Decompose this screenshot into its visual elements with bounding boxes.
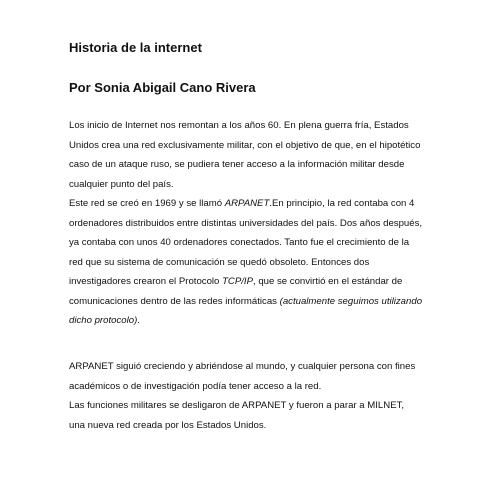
paragraph-block-1 — [69, 116, 439, 331]
text-segment: Este red se creó en 1969 y se llamó — [69, 198, 225, 209]
arpanet-term: ARPANET — [224, 198, 270, 209]
text-line: cualquier punto del país. — [69, 178, 174, 190]
text-line: red que su sistema de comunicación se quedó obsoleto. Entonces dos — [69, 256, 370, 268]
italic-note: dicho protocolo) — [69, 315, 138, 326]
text-segment: , que se convirtió en el estándar de — [252, 276, 403, 287]
text-segment: comunicaciones dentro de las redes informáticas — [69, 295, 280, 307]
text-line — [69, 272, 439, 292]
document-title: Historia de la internet — [69, 40, 202, 55]
italic-note: (actualmente seguimos utilizando — [279, 295, 423, 307]
text-segment: .En principio, la red contaba con 4 — [269, 198, 415, 209]
text-line — [69, 194, 439, 214]
text-line: Las funciones militares se desligaron de ARPANET y fueron a parar a MILNET, — [69, 400, 405, 411]
text-line: ya contaba con unos 40 ordenadores conectados. Tanto fue el crecimiento de la — [69, 237, 410, 248]
text-line: ordenadores distribuidos entre distintas universidades del país. Dos años después, — [69, 217, 423, 229]
text-line: Los inicio de Internet nos remontan a los años 60. En plena guerra fría, Estados — [69, 120, 409, 131]
text-line — [69, 292, 439, 312]
text-line: académicos o de investigación podía tener acceso a la red. — [69, 380, 322, 392]
text-segment: . — [137, 315, 140, 326]
text-line: una nueva red creada por los Estados Unidos. — [69, 419, 267, 431]
paragraph-block-2 — [69, 357, 439, 435]
text-line: caso de un ataque ruso, se pudiera tener acceso a la información militar desde — [69, 159, 405, 170]
text-line: ARPANET siguió creciendo y abriéndose al mundo, y cualquier persona con fines — [69, 361, 416, 372]
text-segment: investigadores crearon el Protocolo — [69, 276, 223, 287]
text-line — [69, 311, 439, 331]
tcpip-term: TCP/IP — [222, 276, 253, 287]
document-author: Por Sonia Abigail Cano Rivera — [69, 80, 256, 95]
text-line: Unidos crea una red exclusivamente militar, con el objetivo de que, en el hipotético — [69, 139, 421, 151]
